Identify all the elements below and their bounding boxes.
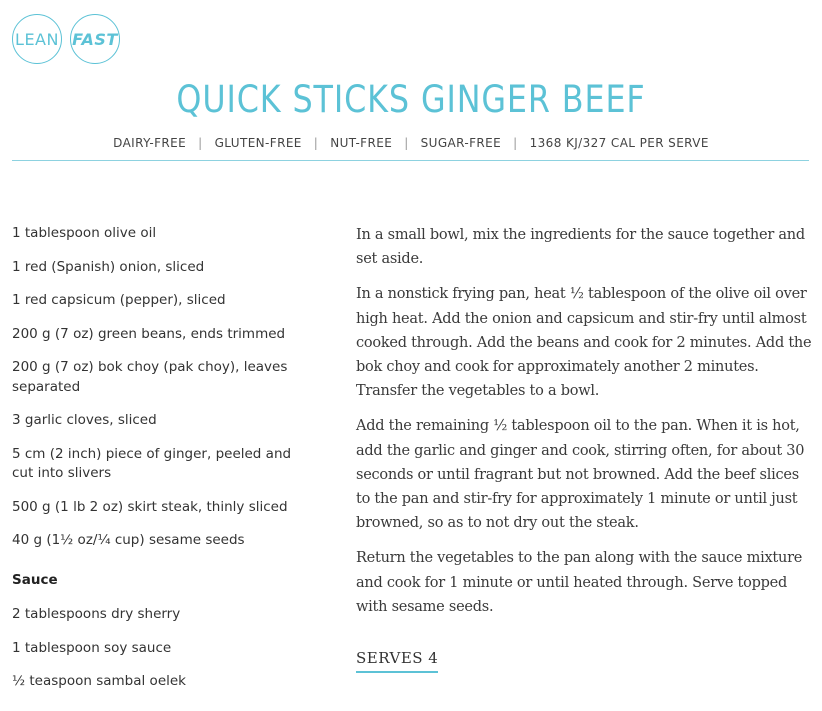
sauce-ingredients-list (12, 605, 297, 706)
ingredient-item: 1 tablespoon olive oil (12, 225, 157, 241)
diet-badges (12, 14, 120, 64)
tag-gluten-free: GLUTEN-FREE (214, 136, 302, 150)
fast-badge: FAST (70, 14, 120, 64)
tag-separator: | (513, 136, 518, 150)
tag-separator: | (313, 136, 319, 150)
tag-nut-free: NUT-FREE (330, 136, 393, 150)
ingredient-item: 3 garlic cloves, sliced (12, 412, 157, 428)
method-step: Add the remaining ½ tablespoon oil to the pan. When it is hot, add the garlic and ginger and cook, stirring often, for about 30 seconds or until fragrant but not browned. Add the beef slices to the pan and stir-fry for approximately 1 minute or until just browned, so as to not dry out the steak. (356, 418, 805, 532)
method-step: Return the vegetables to the pan along with the sauce mixture and cook for 1 minute or until heated through. Serve topped with sesame seeds. (356, 550, 803, 615)
ingredients-list (12, 224, 297, 565)
ingredient-item: 500 g (1 lb 2 oz) skirt steak, thinly sliced (12, 498, 288, 515)
tag-separator: | (404, 136, 409, 150)
method-step: In a small bowl, mix the ingredients for the sauce together and set aside. (356, 227, 805, 268)
ingredient-item: 200 g (7 oz) green beans, ends trimmed (12, 325, 286, 342)
tag-separator: | (198, 136, 203, 150)
ingredient-item: 200 g (7 oz) bok choy (pak choy), leaves separated (12, 359, 288, 395)
dietary-tags (0, 136, 822, 150)
lean-badge: LEAN (12, 14, 62, 64)
tag-sugar-free: SUGAR-FREE (420, 136, 502, 150)
ingredient-item: 40 g (1½ oz/¼ cup) sesame seeds (12, 532, 245, 548)
method-steps (356, 223, 812, 630)
ingredient-item: 1 red (Spanish) onion, sliced (12, 258, 205, 275)
ingredient-item: 5 cm (2 inch) piece of ginger, peeled and cut into slivers (12, 445, 292, 481)
ingredient-item: 1 red capsicum (pepper), sliced (12, 292, 226, 308)
serves-label: SERVES 4 (356, 649, 438, 673)
tag-dairy-free: DAIRY-FREE (113, 136, 187, 150)
method-step: In a nonstick frying pan, heat ½ tablespoon of the olive oil over high heat. Add the onion and capsicum and stir-fry until almost cooked through. Add the beans and cook for 2 minutes. Add the bok choy and cook for approximately another 2 minutes. Transfer the vegetables to a bowl. (356, 286, 812, 400)
sauce-ingredient-item: 2 tablespoons dry sherry (12, 606, 181, 622)
tag-energy: 1368 KJ/327 CAL PER SERVE (529, 136, 709, 150)
sauce-ingredient-item: ½ teaspoon sambal oelek (12, 673, 186, 689)
recipe-title: QUICK STICKS GINGER BEEF (176, 78, 646, 121)
header-divider (12, 160, 809, 161)
sauce-ingredient-item: 1 tablespoon soy sauce (12, 639, 172, 656)
sauce-heading: Sauce (12, 572, 58, 588)
